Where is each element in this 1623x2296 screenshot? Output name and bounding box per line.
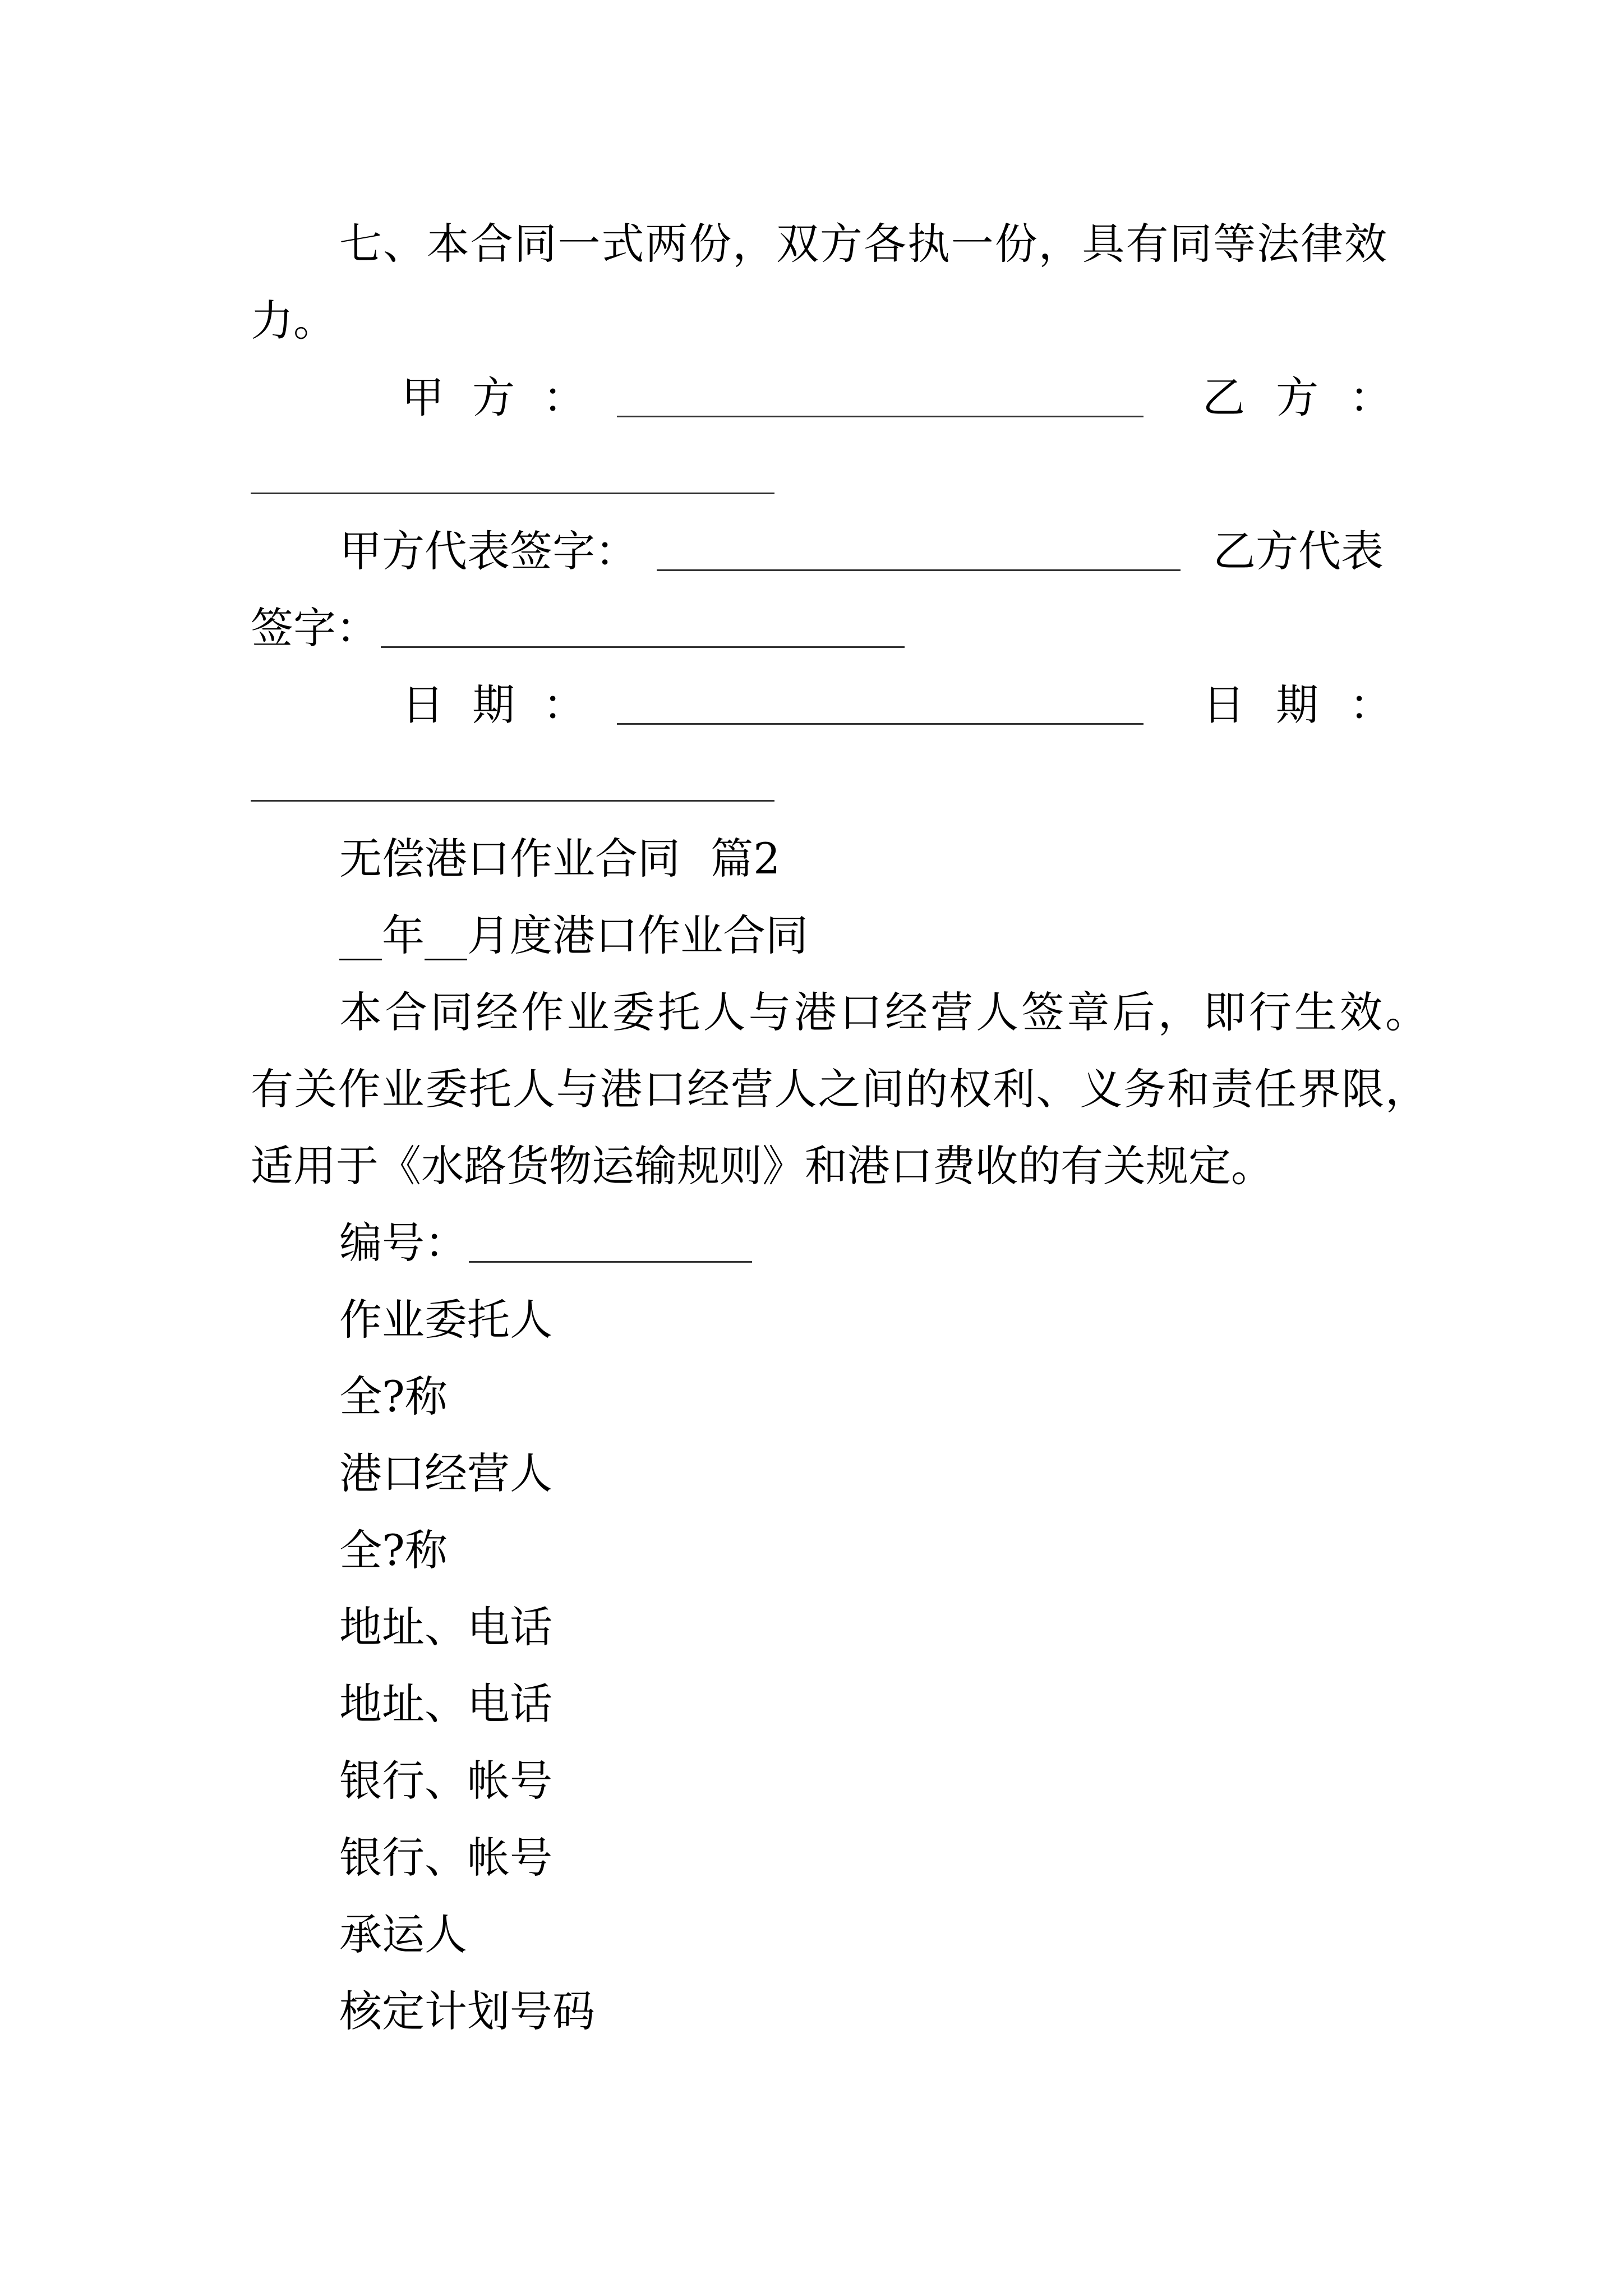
contract-number-blank [469, 1261, 752, 1263]
date-b-label: 日期： [1202, 680, 1423, 730]
representative-a-blank [657, 569, 1181, 571]
field-label: 作业委托人 [339, 1295, 552, 1345]
date-a-blank [617, 723, 1144, 725]
field-label: 地址、电话 [339, 1602, 552, 1652]
party-a-blank [617, 416, 1144, 417]
date-row [251, 666, 1428, 743]
representative-b-blank [381, 646, 905, 648]
intro-paragraph-line: 适用于《水路货物运输规则》和港口费收的有关规定。 [251, 1141, 1274, 1191]
field-label: 全?称 [339, 1525, 448, 1575]
representative-signature-row [251, 513, 1428, 590]
contract-number-row [251, 1204, 1428, 1281]
field-label: 港口经营人 [339, 1448, 552, 1498]
representative-b-row [251, 590, 1428, 666]
document-body [251, 205, 1428, 2050]
field-label: 核定计划号码 [339, 1986, 595, 2036]
contract-number-label: 编号： [339, 1218, 467, 1268]
intro-paragraph-line: 有关作业委托人与港口经营人之间的权利、义务和责任界限， [251, 1064, 1428, 1114]
field-label: 全?称 [339, 1372, 448, 1421]
intro-paragraph-line: 本合同经作业委托人与港口经营人签章后，即行生效。 [339, 987, 1428, 1037]
date-a-label: 日期： [402, 680, 614, 730]
representative-a-label: 甲方代表签字： [339, 526, 638, 576]
party-a-label: 甲方： [402, 372, 614, 422]
party-b-blank [251, 493, 774, 494]
clause-7-text: 七、本合同一式两份，双方各执一份，具有同等法律效 [339, 219, 1387, 269]
party-b-label: 乙方： [1202, 372, 1423, 422]
representative-b-label-continued: 签字： [251, 603, 379, 653]
field-label: 银行、帐号 [339, 1833, 552, 1883]
representative-b-label: 乙方代表 [1213, 526, 1384, 576]
party-b-blank-row [251, 436, 1428, 513]
field-label: 银行、帐号 [339, 1756, 552, 1806]
section-heading: 无偿港口作业合同 篇2 [339, 834, 781, 884]
field-label: 承运人 [339, 1910, 467, 1959]
field-label: 地址、电话 [339, 1679, 552, 1729]
clause-7-text-continued: 力。 [251, 296, 336, 346]
party-signature-row [251, 359, 1428, 436]
date-b-blank-row [251, 743, 1428, 820]
date-b-blank [251, 800, 774, 802]
contract-title: __年__月度港口作业合同 [339, 910, 808, 960]
